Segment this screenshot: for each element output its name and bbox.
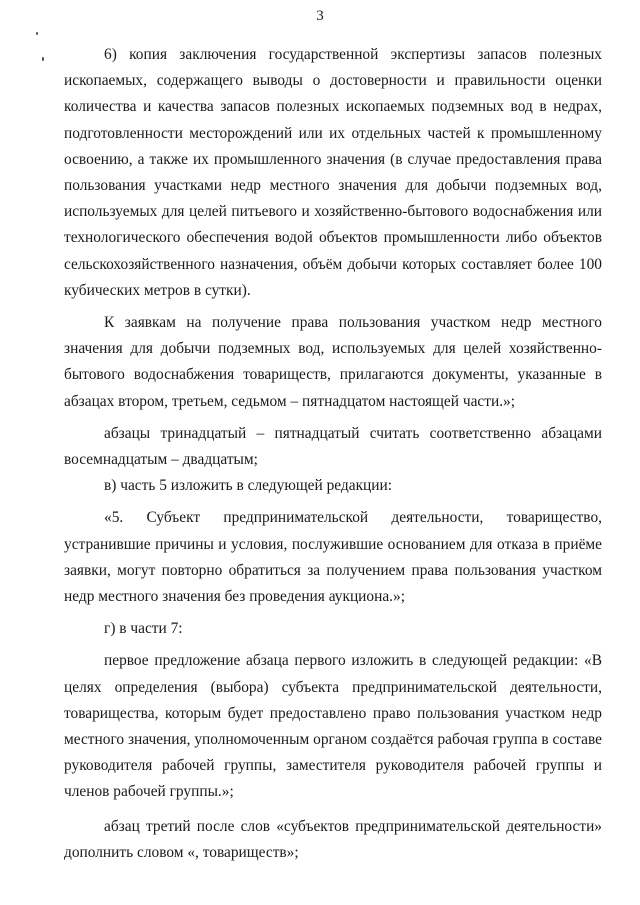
paragraph-part-7-third-paragraph: абзац третий после слов «субъектов предпринимательской деятельности» дополнить словом «, товариществ»; [64,817,602,861]
scan-mark [42,57,44,61]
paragraph-renumbering: абзацы тринадцатый – пятнадцатый считать соответственно абзацами восемнадцатым – двадцатым; [64,424,602,469]
paragraph-copy-of-expertise: 6) копия заключения государственной экспертизы запасов полезных ископаемых, содержащего выводы о достоверности и правильности оценки количества и качества запасов полезных ископаемых подземных вод в недрах, подготовленности месторождений или их отдельных частей к промышленному освоению, а также их промышленного значения (в случае предоставления права пользования участками недр местного значения для добычи подземных вод, используемых для целей питьевого и хозяйственно-бытового водоснабжения или технологического обеспечения водой объектов промышленности либо объектов сельскохозяйственного назначения, объём добычи которых составляет более 100 кубических метров в сутки). [64,46,602,299]
scan-mark [36,32,38,35]
paragraph-applications-documents: К заявкам на получение права пользования участком недр местного значения для добычи подземных вод, используемых для целей хозяйственно-бытового водоснабжения товариществ, прилагаются документы, указанные в абзацах втором, третьем, седьмом – пятнадцатом настоящей части.»; [64,314,602,410]
page-number: 3 [316,8,324,24]
paragraph-part-7-heading: г) в части 7: [104,620,183,638]
paragraph-part-7-first-sentence: первое предложение абзаца первого изложить в следующей редакции: «В целях определения (выбора) субъекта предпринимательской деятельности, товарищества, которым будет предоставлено право пользования участком недр местного значения, уполномоченным органом создаётся рабочая группа в составе руководителя рабочей группы, заместителя руководителя рабочей группы и членов рабочей группы.»; [64,652,602,801]
document-body [64,42,602,866]
paragraph-part-5-heading: в) часть 5 изложить в следующей редакции: [104,477,393,495]
paragraph-part-5-text: «5. Субъект предпринимательской деятельности, товарищество, устранившие причины и условия, послужившие основанием для отказа в приёме заявки, могут повторно обратиться за получением права пользования участком недр местного значения без проведения аукциона.»; [64,509,602,606]
